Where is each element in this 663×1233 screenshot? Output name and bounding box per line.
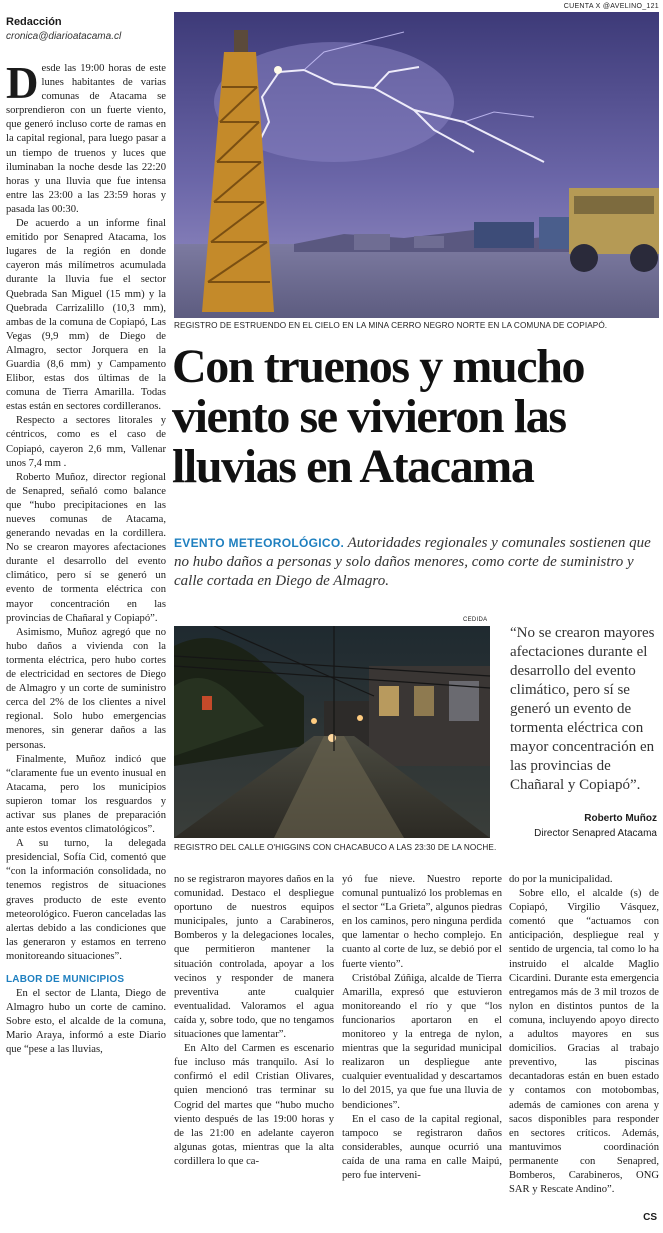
paragraph: Respecto a sectores litorales y céntricos, como es el caso de Copiapó, cayeron 2,6 mm, Vallenar unos 7,4 mm .	[6, 415, 166, 469]
deck-text: Autoridades regionales y comunales sostienen que no hubo daños a personas y solo daños menores, como corte de suministro y calle cortada en Diego de Almagro.	[174, 535, 651, 589]
photo-credit-top: CUENTA X @AVELINO_121	[563, 3, 659, 10]
paragraph: De acuerdo a un informe final emitido por Senapred Atacama, los lugares de la región en donde cayeron más milímetros acumulada durante la lluvia fue el sector Quebrada San Miguel (15 mm) y la Quebrada Carrizalillo (10,3 mm), ambas de la comuna de Copiapó, Las Vegas (9,9 mm) de Diego de Almagro, sector Jorquera en la Guardia (8,6 mm) y Campamento Elibor, estas dos últimas de la comuna de Tierra Amarilla. Todas estas están en sectores cordilleranos.	[6, 218, 166, 413]
paragraph: Roberto Muñoz, director regional de Senapred, señaló como balance que “hubo precipitaciones en las nueves comunas de Atacama, generando nevadas en la cordillera. No se crearon mayores afectaciones durante el desarrollo del evento climático, pero sí se generó un evento de tormenta eléctrica con mayor concentración en las provincias de Chañaral y Copiapó”.	[6, 471, 166, 624]
headline: Con truenos y mucho viento se vivieron las lluvias en Atacama	[172, 340, 585, 493]
paragraph: A su turno, la delegada presidencial, Sofía Cid, comentó que “con la información consolidada, no tenemos registros de situaciones graves producto de este evento meteorológico. Fueron canceladas las alertas debido a las condiciones que las generaron y estamos en terreno monitoreando situaciones”.	[6, 838, 166, 962]
lightning-photo	[174, 12, 659, 318]
paragraph: do por la municipalidad.	[509, 874, 613, 885]
article-column-1	[6, 62, 166, 1232]
paragraph: En el sector de Llanta, Diego de Almagro hubo un corte de camino. Sobre esto, el alcalde de la comuna, Mario Araya, informó a este Diario que “pese a las lluvias,	[6, 988, 166, 1056]
paragraph: Sobre ello, el alcalde (s) de Copiapó, Virgilio Vásquez, comentó que “actuamos con anticipación, despliegue real y sentido de urgencia, tal como lo ha instruido el alcalde Maglio Cicardini. Durante esta emergencia entregamos más de 3 mil trozos de nylon en distintos puntos de la comuna, incluyendo apoyo directo a adultos mayores en sus domicilios. Gracias al trabajo preventivo, las piscinas decantadoras están en buen estado y contamos con motobombas, además de camiones con arena y sacos disponibles para responder en sectores críticos. Además, mantuvimos coordinación permanente con Senapred, Bomberos, Carabineros, ONG SAR y Rescate Andino”.	[509, 888, 659, 1196]
byline-author: Redacción	[6, 16, 62, 28]
street-photo	[174, 626, 490, 838]
deck	[174, 534, 660, 591]
paragraph: En el caso de la capital regional, tampoco se registraron daños considerables, aunque ocurrió una caída de una rama en calle Maipú, pero fue interveni-	[342, 1113, 502, 1181]
paragraph	[6, 62, 166, 217]
pull-quote-role: Director Senapred Atacama	[534, 828, 657, 839]
deck-kicker: EVENTO METEOROLÓGICO.	[174, 536, 345, 550]
photo-credit-second: CEDIDA	[463, 617, 488, 623]
paragraph: Cristóbal Zúñiga, alcalde de Tierra Amarilla, expresó que estuvieron monitoreando el río y que “los funcionarios aportaron en el monitoreo y la entrega de nylon, mientras que la seguridad municipal realizaron un despliegue ante cualquier eventualidad y descartamos lo del 2015, ya que fue una lluvia de bendiciones”.	[342, 972, 502, 1111]
article-column-4	[509, 873, 659, 1233]
pull-quote: “No se crearon mayores afectaciones durante el desarrollo del evento climático, pero sí se generó un evento de tormenta eléctrica con mayor concentración en las provincias de Chañaral y Copiapó”.	[510, 625, 655, 793]
paragraph: yó fue nieve. Nuestro reporte comunal puntualizó los problemas en el sector “La Grieta”, algunos piedras en los caminos, pero ninguna perdida que lamentar o hecho complejo. En cuanto al corte de luz, se debió por el fuerte viento”.	[342, 874, 502, 970]
drop-cap: D	[6, 62, 39, 108]
article-column-2	[174, 873, 334, 1233]
paragraph: Asimismo, Muñoz agregó que no hubo daños a vivienda con la tormenta eléctrica, pero hubo cortes de electricidad en sectores de Diego de Almagro y un corte de suministro cerca del 2% de los clientes a nivel regional. Solo hubo emergencias menores, sin generar daños a las personas.	[6, 626, 166, 751]
pull-quote-name: Roberto Muñoz	[584, 813, 657, 824]
byline-email: cronica@diarioatacama.cl	[6, 31, 122, 42]
end-mark: CS	[643, 1212, 657, 1223]
section-subhead: LABOR DE MUNICIPIOS	[6, 974, 125, 985]
street-photo-caption: REGISTRO DEL CALLE O'HIGGINS CON CHACABUCO A LAS 23:30 DE LA NOCHE.	[174, 843, 497, 852]
paragraph: Finalmente, Muñoz indicó que “claramente fue un evento inusual en Atacama, pero los municipios supieron tomar los resguardos y activar sus planes de preparación ante estos eventos climatológicos”.	[6, 753, 166, 836]
paragraph: no se registraron mayores daños en la comunidad. Destaco el despliegue oportuno de nuestros equipos municipales, junto a Carabineros, Bomberos y la delegaciones locales, que permitieron mantener la situación controlada, apoyar a los vecinos y responder de manera preventiva ante cualquier eventualidad. Valoramos el agua caída y, sobre todo, que no tengamos situaciones que lamentar”.	[174, 874, 334, 1041]
article-column-3	[342, 873, 502, 1233]
paragraph-text: esde las 19:00 horas de este lunes habitantes de varias comunas de Atacama se sorprendieron con un fuerte viento, que generó incluso corte de ramas en la capital regional, para luego pasar a un tiempo de truenos y luces que iluminaban la noche desde las 22:20 horas y una lluvia que fue intensa entre las 23:00 a las 23:59 horas y pasada las 00:30.	[6, 63, 166, 215]
paragraph: En Alto del Carmen es escenario fue incluso más tranquilo. Así lo confirmó el edil Cristian Olivares, quien mencionó tras terminar su Cogrid del martes que “hubo mucho viento después de las 19:00 horas y de las 21:00 en adelante cayeron algunas gotas, mientras que la alta cordillera lo que ca-	[174, 1043, 334, 1167]
lightning-photo-caption: REGISTRO DE ESTRUENDO EN EL CIELO EN LA MINA CERRO NEGRO NORTE EN LA COMUNA DE COPIAPÓ.	[174, 321, 608, 330]
